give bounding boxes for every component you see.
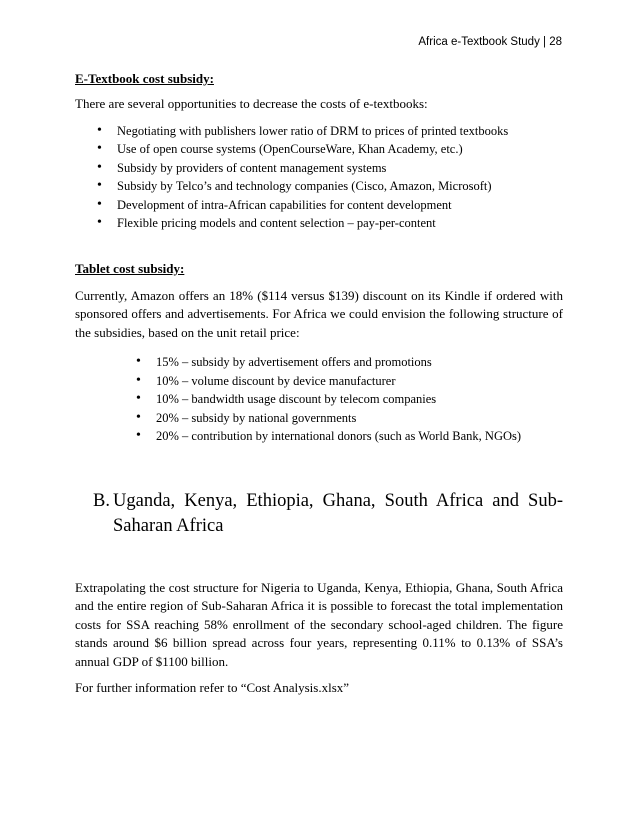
section-b-number: B. xyxy=(93,490,110,511)
list-item: • Use of open course systems (OpenCourseWare, Khan Academy, etc.) xyxy=(97,140,563,159)
list-item: • 10% – bandwidth usage discount by telecom companies xyxy=(136,390,563,409)
section-b-body xyxy=(75,579,563,698)
section-b xyxy=(75,489,563,539)
ebook-subsidy-list xyxy=(97,122,563,233)
section-b-paragraph: Extrapolating the cost structure for Nigeria to Uganda, Kenya, Ethiopia, Ghana, South Africa and the entire region of Sub-Saharan Africa it is possible to forecast the total implementation costs for SSA reaching 58% enrollment of the secondary school-aged children. The figure stands around $6 billion spread across four years, representing 0.11% to 0.13% of SSA’s annual GDP of $1100 billion. xyxy=(75,579,563,669)
page-content xyxy=(75,70,563,698)
ebook-subsidy-section xyxy=(75,70,563,233)
tablet-subsidy-heading: Tablet cost subsidy: xyxy=(75,260,185,276)
tablet-subsidy-list xyxy=(136,353,563,446)
list-item: • 20% – contribution by international donors (such as World Bank, NGOs) xyxy=(136,427,563,446)
section-b-title xyxy=(93,489,563,539)
list-item: • 20% – subsidy by national governments xyxy=(136,409,563,428)
ebook-subsidy-heading: E-Textbook cost subsidy: xyxy=(75,71,214,86)
ebook-subsidy-intro: There are several opportunities to decrease the costs of e-textbooks: xyxy=(75,96,428,111)
list-item: • Negotiating with publishers lower ratio of DRM to prices of printed textbooks xyxy=(97,122,563,141)
tablet-subsidy-section xyxy=(75,260,563,446)
list-item: • Subsidy by Telco’s and technology companies (Cisco, Amazon, Microsoft) xyxy=(97,177,563,196)
list-item: • 15% – subsidy by advertisement offers and promotions xyxy=(136,353,563,372)
list-item: • Flexible pricing models and content selection – pay-per-content xyxy=(97,214,563,233)
section-b-reference: For further information refer to “Cost Analysis.xlsx” xyxy=(75,680,350,695)
list-item: • Subsidy by providers of content management systems xyxy=(97,159,563,178)
list-item: • 10% – volume discount by device manufacturer xyxy=(136,372,563,391)
list-item: • Development of intra-African capabilities for content development xyxy=(97,196,563,215)
tablet-subsidy-paragraph: Currently, Amazon offers an 18% ($114 versus $139) discount on its Kindle if ordered with sponsored offers and advertisements. For Africa we could envision the following structure of the subsidies, based on the unit retail price: xyxy=(75,287,563,340)
section-b-title-text: Uganda, Kenya, Ethiopia, Ghana, South Africa and Sub-Saharan Africa xyxy=(113,490,563,536)
page-header: Africa e-Textbook Study | 28 xyxy=(418,36,562,48)
